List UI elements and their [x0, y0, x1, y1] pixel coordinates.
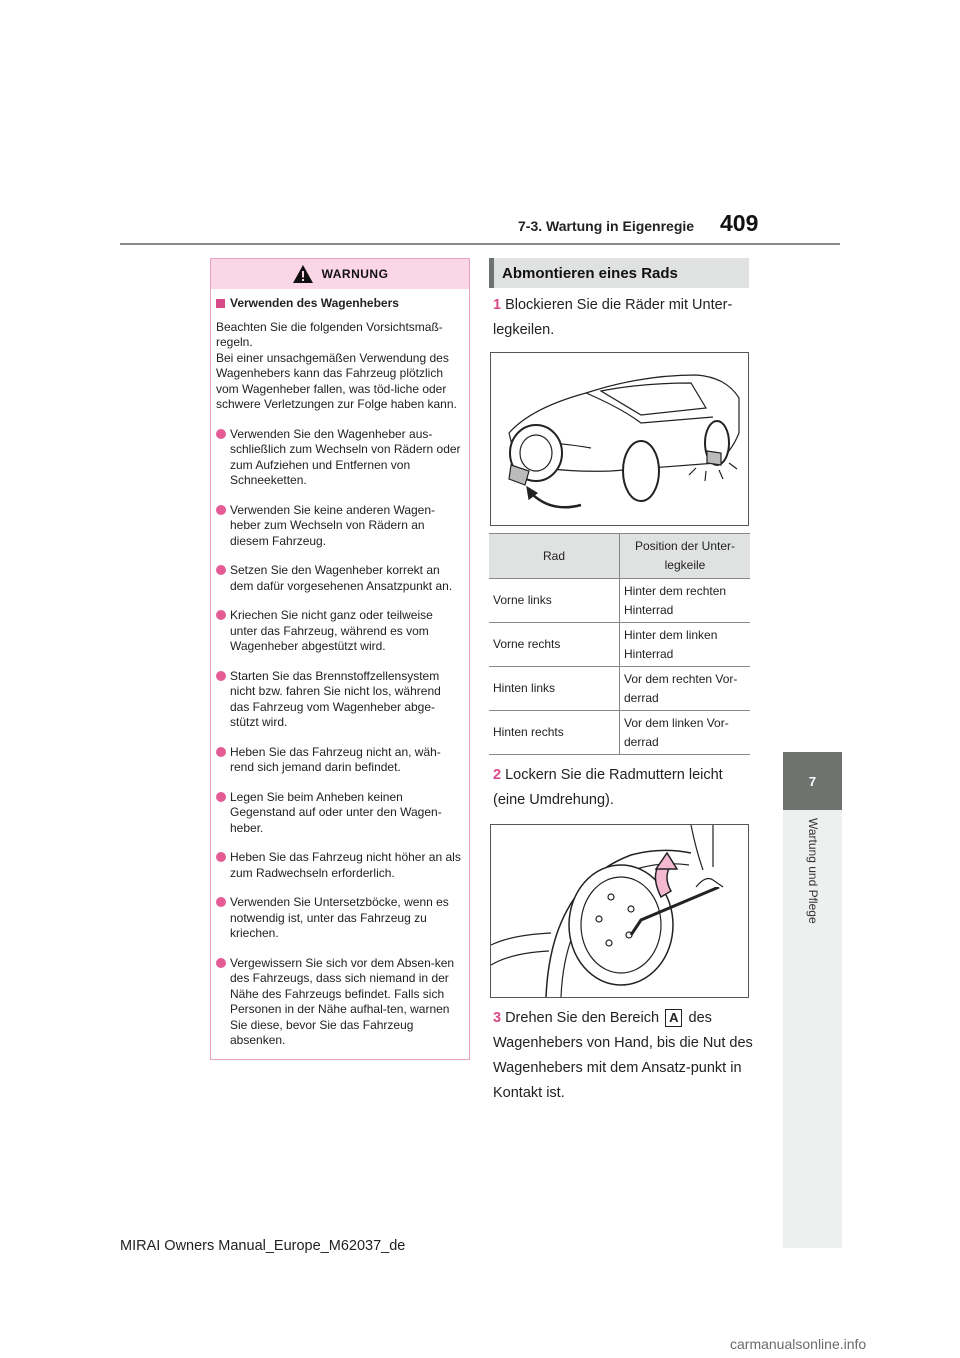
list-item	[216, 503, 463, 550]
footer-manual-name: MIRAI Owners Manual_Europe_M62037_de	[120, 1238, 406, 1254]
chapter-tab	[783, 752, 842, 810]
step-text: Blockieren Sie die Räder mit Unter-legkeilen.	[493, 297, 733, 338]
table-row	[489, 711, 750, 755]
warning-body	[211, 289, 469, 1049]
bullet-dot-icon	[216, 429, 226, 439]
header-divider	[120, 243, 840, 245]
warning-triangle-icon	[292, 264, 314, 284]
step-number: 1	[493, 297, 502, 313]
warning-intro: Beachten Sie die folgenden Vorsichtsmaß-regeln. Bei einer unsachgemäßen Verwendung des Wagenhebers kann das Fahrzeug plötzlich vom Wagenheber fallen, was töd-liche oder schwere Verletzungen zur Folge haben kann.	[216, 319, 457, 411]
section-header	[489, 258, 749, 288]
table-cell-wheel: Hinten links	[489, 667, 620, 711]
list-item-text: Verwenden Sie den Wagenheber aus-schließlich zum Wechseln von Rädern oder zum Aufziehen und Entfernen von Schneeketten.	[230, 426, 461, 487]
list-item-text: Starten Sie das Brennstoffzellensystem nicht bzw. fahren Sie nicht los, während das Fahrzeug vom Wagenheber abge-stützt wird.	[230, 668, 441, 729]
list-item	[216, 669, 463, 731]
table-cell-wheel: Vorne rechts	[489, 623, 620, 667]
step-text-before: Drehen Sie den Bereich	[505, 1010, 660, 1026]
list-item	[216, 895, 463, 942]
list-item-text: Setzen Sie den Wagenheber korrekt an dem dafür vorgesehenen Ansatzpunkt an.	[230, 563, 453, 593]
step-1	[493, 293, 755, 343]
list-item	[216, 850, 463, 881]
bullet-dot-icon	[216, 565, 226, 575]
step-text: Lockern Sie die Radmuttern leicht (eine Umdrehung).	[493, 767, 723, 808]
list-item	[216, 608, 463, 655]
warning-heading	[216, 296, 463, 312]
list-item	[216, 790, 463, 837]
table-cell-wheel: Hinten rechts	[489, 711, 620, 755]
page-number: 409	[720, 210, 759, 236]
bullet-dot-icon	[216, 610, 226, 620]
list-item	[216, 956, 463, 1049]
list-item	[216, 745, 463, 776]
bullet-dot-icon	[216, 792, 226, 802]
section-title: Abmontieren eines Rads	[502, 264, 678, 282]
table-row	[489, 579, 750, 623]
table-cell-position: Hinter dem rechten Hinterrad	[620, 579, 751, 623]
table-cell-position: Vor dem rechten Vor-derrad	[620, 667, 751, 711]
list-item-text: Verwenden Sie Untersetzböcke, wenn es notwendig ist, unter das Fahrzeug zu kriechen.	[230, 895, 449, 940]
list-item-text: Heben Sie das Fahrzeug nicht höher an als zum Radwechseln erforderlich.	[230, 850, 461, 880]
bullet-dot-icon	[216, 852, 226, 862]
step-3	[493, 1006, 755, 1106]
warning-title: WARNUNG	[321, 267, 389, 281]
table-cell-wheel: Vorne links	[489, 579, 620, 623]
warning-box	[210, 258, 470, 1060]
step-number: 3	[493, 1010, 502, 1026]
table-cell-position: Vor dem linken Vor-derrad	[620, 711, 751, 755]
step-2	[493, 763, 755, 813]
bullet-dot-icon	[216, 747, 226, 757]
bullet-dot-icon	[216, 505, 226, 515]
table-header-position: Position der Unter-legkeile	[620, 534, 751, 579]
list-item	[216, 427, 463, 489]
car-chocks-drawing-icon	[491, 353, 748, 525]
table-cell-position: Hinter dem linken Hinterrad	[620, 623, 751, 667]
list-item-text: Vergewissern Sie sich vor dem Absen-ken des Fahrzeugs, dass sich niemand in der Nähe des Fahrzeugs befindet. Falls sich Personen in der Nähe aufhal-ten, warnen Sie diese, bevor Sie das Fahrzeug absenken.	[230, 955, 455, 1047]
illustration-wheel-chocks	[490, 352, 749, 526]
part-label-a: A	[665, 1009, 682, 1027]
list-item-text: Heben Sie das Fahrzeug nicht an, wäh-rend sich jemand darin befindet.	[230, 744, 441, 774]
table-row	[489, 623, 750, 667]
illustration-wheel-nuts	[490, 824, 749, 998]
chapter-number: 7	[808, 773, 817, 789]
table-header-wheel: Rad	[489, 534, 620, 579]
list-item	[216, 563, 463, 594]
bullet-dot-icon	[216, 671, 226, 681]
bullet-dot-icon	[216, 958, 226, 968]
watermark: carmanualsonline.info	[730, 1336, 867, 1352]
step-text-after: des Wagenhebers von Hand, bis die Nut des Wagenhebers mit dem Ansatz-punkt in Kontakt ist.	[493, 1010, 753, 1101]
table-row	[489, 667, 750, 711]
section-accent-bar	[489, 258, 494, 288]
step-number: 2	[493, 767, 502, 783]
bullet-dot-icon	[216, 897, 226, 907]
list-item-text: Legen Sie beim Anheben keinen Gegenstand auf oder unter den Wagen-heber.	[230, 789, 442, 835]
warning-list	[216, 427, 463, 1049]
chock-position-table	[489, 533, 750, 755]
list-item-text: Kriechen Sie nicht ganz oder teilweise unter das Fahrzeug, während es vom Wagenheber abgestützt wird.	[230, 608, 433, 653]
warning-header	[211, 259, 469, 289]
wheel-wrench-drawing-icon	[491, 825, 748, 997]
square-bullet-icon	[216, 299, 225, 308]
chapter-label: Wartung und Pflege	[806, 818, 820, 924]
table-header-row	[489, 534, 750, 579]
header-section-title: 7-3. Wartung in Eigenregie	[518, 218, 695, 234]
list-item-text: Verwenden Sie keine anderen Wagen-heber zum Wechseln von Rädern an diesem Fahrzeug.	[230, 502, 436, 548]
warning-heading-text: Verwenden des Wagenhebers	[230, 296, 399, 310]
